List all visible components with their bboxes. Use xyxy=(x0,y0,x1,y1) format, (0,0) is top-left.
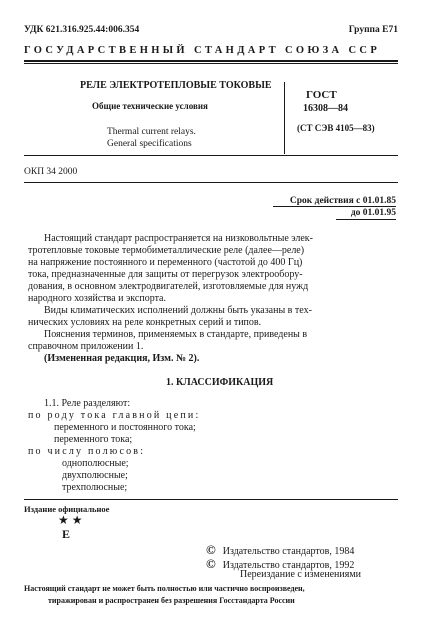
title-block-rule xyxy=(24,155,398,156)
classification-by-current: по роду тока главной цепи: xyxy=(28,410,201,421)
group-code: Группа Е71 xyxy=(348,25,398,35)
edition-letter: Е xyxy=(62,527,71,541)
udk-code: УДК 621.316.925.44:006.354 xyxy=(24,25,140,35)
document-subtitle: Общие технические условия xyxy=(92,101,208,111)
copyright-1992: © Издательство стандартов, 1992 xyxy=(206,556,355,571)
validity-start: Срок действия с 01.01.85 xyxy=(289,196,396,206)
state-standard-heading: ГОСУДАРСТВЕННЫЙ СТАНДАРТ СОЮЗА ССР xyxy=(24,45,381,56)
copyright-icon: © xyxy=(206,542,216,557)
st-sev-number: (СТ СЭВ 4105—83) xyxy=(297,123,375,133)
intro-line: тока, предназначенные для защиты от перегрузок электрообору- xyxy=(28,269,303,280)
pole-count-item: двухполюсные; xyxy=(62,470,128,481)
legal-notice-line-1: Настоящий стандарт не может быть полностью или частично воспроизведен, xyxy=(24,584,305,593)
intro-line: тротепловые токовые термобиметаллические реле (далее—реле) xyxy=(28,245,305,256)
pole-count-item: однополюсные; xyxy=(62,458,129,469)
validity-underline-2 xyxy=(336,219,396,220)
intro-line: дования, в основном электродвигателей, изготовляемые для нужд xyxy=(28,281,309,292)
copyright-1984: © Издательство стандартов, 1984 xyxy=(206,542,355,557)
validity-end: до 01.01.95 xyxy=(350,208,396,218)
intro-line: Пояснения терминов, применяемых в стандарте, приведены в xyxy=(44,329,308,340)
pole-count-item: трехполюсные; xyxy=(62,482,128,493)
legal-notice-line-2: тиражирован и распространен без разрешения Госстандарта России xyxy=(48,596,295,605)
current-type-item: переменного и постоянного тока; xyxy=(54,422,196,433)
stars-mark: ★ ★ xyxy=(58,513,83,527)
footer-rule xyxy=(24,499,398,500)
intro-line: на напряжение постоянного и переменного (частотой до 400 Гц) xyxy=(28,257,303,268)
title-box-left-border xyxy=(284,82,285,154)
intro-line: Виды климатических исполнений должны быть указаны в тех- xyxy=(44,305,312,316)
current-type-item: переменного тока; xyxy=(54,434,133,445)
header-rule-bottom xyxy=(24,63,398,64)
section-heading: 1. КЛАССИФИКАЦИЯ xyxy=(166,377,274,388)
gost-number: 16308—84 xyxy=(303,103,348,114)
revision-note: (Измененная редакция, Изм. № 2). xyxy=(44,353,200,364)
okp-code: ОКП 34 2000 xyxy=(24,167,78,177)
reissue-note: Переиздание с изменениями xyxy=(240,569,362,580)
official-edition-label: Издание официальное xyxy=(24,504,110,514)
okp-rule xyxy=(24,182,398,183)
document-title: РЕЛЕ ЭЛЕКТРОТЕПЛОВЫЕ ТОКОВЫЕ xyxy=(80,80,272,91)
copyright-icon: © xyxy=(206,556,216,571)
intro-line: народного хозяйства и экспорта. xyxy=(28,293,166,304)
gost-label: ГОСТ xyxy=(306,89,337,101)
intro-line: Настоящий стандарт распространяется на низковольтные элек- xyxy=(44,233,313,244)
classification-by-poles: по числу полюсов: xyxy=(28,446,146,457)
english-title-line-2: General specifications xyxy=(107,139,192,149)
validity-underline-1 xyxy=(273,206,396,207)
clause-1-1: 1.1. Реле разделяют: xyxy=(44,398,131,409)
intro-line: справочном приложении 1. xyxy=(28,341,144,352)
header-rule-top xyxy=(24,60,398,62)
intro-line: нических условиях на реле конкретных серий и типов. xyxy=(28,317,262,328)
english-title-line-1: Thermal current relays. xyxy=(107,127,196,137)
